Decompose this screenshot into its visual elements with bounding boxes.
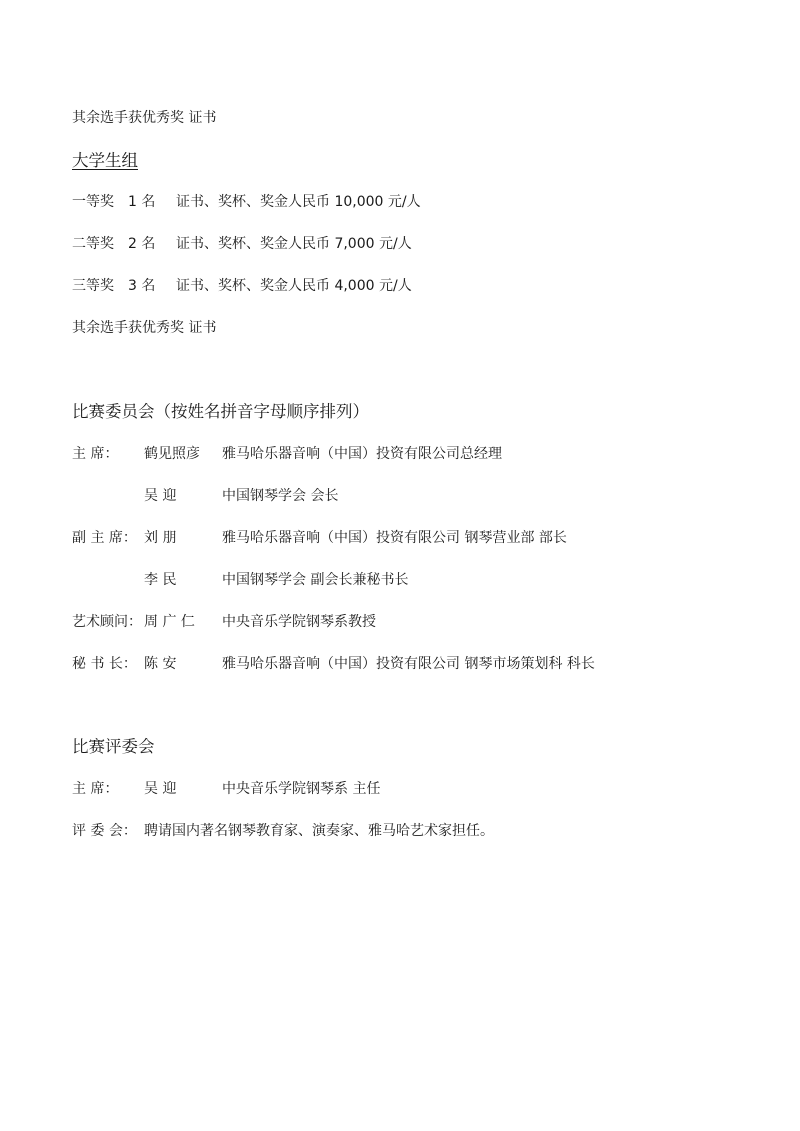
jury-members-row [72,821,772,841]
committee-position: 雅马哈乐器音响（中国）投资有限公司 钢琴市场策划科 科长 [222,656,595,672]
committee-name: 周 广 仁 [144,614,195,630]
committee-name: 吴 迎 [144,488,177,504]
jury-chair-name: 吴 迎 [144,781,177,797]
jury-chair-row [72,779,772,799]
committee-row [72,570,772,590]
prize-reward: 证书、奖杯、奖金人民币 10,000 元/人 [176,194,421,210]
committee-role: 艺术顾问： [72,614,142,630]
jury-chair-role: 主 席： [72,781,119,797]
prize-row [72,192,772,212]
committee-row [72,612,772,632]
prize-count: 2 名 [128,236,156,252]
committee-name: 李 民 [144,572,177,588]
committee-position: 雅马哈乐器音响（中国）投资有限公司 钢琴营业部 部长 [222,530,567,546]
prize-row [72,276,772,296]
committee-name: 刘 朋 [144,530,177,546]
committee-role: 主 席： [72,446,119,462]
prize-count: 3 名 [128,278,156,294]
committee-position: 中国钢琴学会 会长 [222,488,339,504]
committee-position: 中央音乐学院钢琴系教授 [222,614,376,630]
committee-title: 比赛委员会（按姓名拼音字母顺序排列） [72,402,369,421]
prize-reward: 证书、奖杯、奖金人民币 4,000 元/人 [176,278,412,294]
committee-name: 陈 安 [144,656,177,672]
jury-members-text: 聘请国内著名钢琴教育家、演奏家、雅马哈艺术家担任。 [144,823,494,839]
committee-row [72,486,772,506]
prize-rank: 一等奖 [72,194,114,210]
college-group-title: 大学生组 [72,151,138,170]
prize-count: 1 名 [128,194,156,210]
prize-row [72,234,772,254]
prize-rank: 二等奖 [72,236,114,252]
committee-position: 中国钢琴学会 副会长兼秘书长 [222,572,409,588]
jury-chair-position: 中央音乐学院钢琴系 主任 [222,781,381,797]
committee-row [72,444,772,464]
jury-members-role: 评 委 会： [72,823,137,839]
other-award-text: 其余选手获优秀奖 证书 [72,110,217,126]
committee-role: 秘 书 长： [72,656,137,672]
committee-row [72,528,772,548]
prize-reward: 证书、奖杯、奖金人民币 7,000 元/人 [176,236,412,252]
jury-title: 比赛评委会 [72,737,155,756]
college-other-award-text: 其余选手获优秀奖 证书 [72,320,217,336]
committee-row [72,654,772,674]
committee-role: 副 主 席： [72,530,137,546]
committee-name: 鹤见照彦 [144,446,200,462]
prize-rank: 三等奖 [72,278,114,294]
committee-position: 雅马哈乐器音响（中国）投资有限公司总经理 [222,446,502,462]
